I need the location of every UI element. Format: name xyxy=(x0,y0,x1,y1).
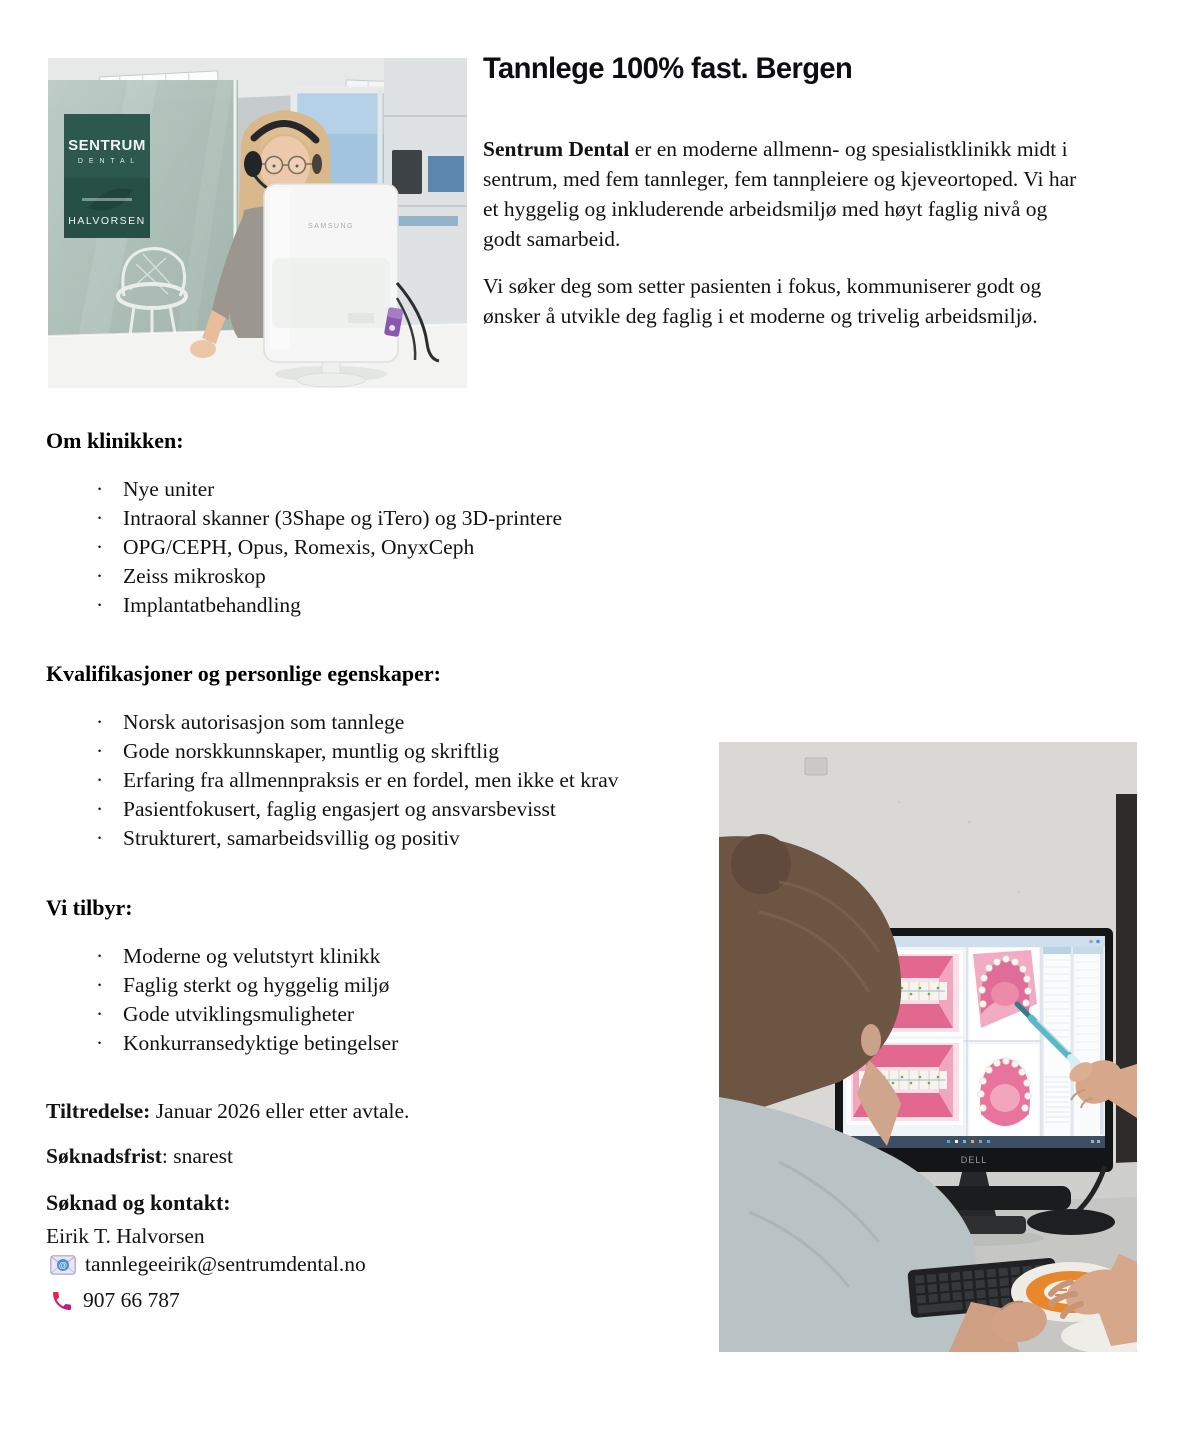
bullet-marker: · xyxy=(96,593,104,617)
intro-paragraph-1-rest: er en moderne allmenn- og spesialistklinikk midt i sentrum, med fem tannleger, fem tannpleiere og kjeveortoped. Vi har et hyggelig og inkluderende arbeidsmiljø med høyt faglig nivå og godt samarbeid. xyxy=(483,137,1077,251)
bullet-marker: · xyxy=(96,797,104,821)
bullet-marker: · xyxy=(96,768,104,792)
email-row xyxy=(50,1252,366,1277)
bullet-marker: · xyxy=(96,973,104,997)
bullet-text: Zeiss mikroskop xyxy=(123,564,266,588)
bullet-text: Norsk autorisasjon som tannlege xyxy=(123,710,405,734)
bullet-text: Gode utviklingsmuligheter xyxy=(123,1002,355,1026)
start-date-line xyxy=(46,1096,409,1126)
bullet-text: Faglig sterkt og hyggelig miljø xyxy=(123,973,390,997)
sign-text-halvorsen: HALVORSEN xyxy=(68,215,146,227)
at-glyph: @ xyxy=(58,1259,68,1270)
consult-photo-illustration xyxy=(719,742,1137,1352)
bullet-item xyxy=(46,475,686,504)
dark-door-frame xyxy=(1116,794,1137,1214)
section-heading: Kvalifikasjoner og personlige egenskaper: xyxy=(46,661,441,686)
bullet-text: Erfaring fra allmennpraksis er en fordel, men ikke et krav xyxy=(123,768,619,792)
bullet-marker: · xyxy=(96,710,104,734)
section-heading: Vi tilbyr: xyxy=(46,895,133,920)
bullet-item xyxy=(46,562,686,591)
bullet-marker: · xyxy=(96,477,104,501)
section-vi-tilbyr xyxy=(46,895,686,1058)
bullet-item xyxy=(46,708,686,737)
bullet-item xyxy=(46,504,686,533)
dental-scan-lower-arch xyxy=(969,1044,1039,1136)
phone-receiver-icon xyxy=(50,1289,74,1313)
bullet-text: Gode norskkunnskaper, muntlig og skriftlig xyxy=(123,739,499,763)
hand xyxy=(190,340,216,358)
deadline-label: Søknadsfrist xyxy=(46,1144,162,1168)
section-kvalifikasjoner xyxy=(46,661,686,853)
deadline-value: : snarest xyxy=(161,1144,233,1168)
bullet-text: Nye uniter xyxy=(123,477,215,501)
bullet-item xyxy=(46,824,686,853)
bullet-marker: · xyxy=(96,564,104,588)
bullet-item xyxy=(46,766,686,795)
intro-text xyxy=(483,134,1087,331)
bullet-item xyxy=(46,591,686,620)
bullet-marker: · xyxy=(96,1031,104,1055)
section-om-klinikken xyxy=(46,428,686,620)
bullet-marker: · xyxy=(96,535,104,559)
bullet-text: Moderne og velutstyrt klinikk xyxy=(123,944,381,968)
bullet-list xyxy=(46,708,686,853)
bullet-list xyxy=(46,475,686,620)
photo-reception-desk xyxy=(48,58,467,388)
clinic-name-bold: Sentrum Dental xyxy=(483,137,630,161)
phone-row xyxy=(50,1288,180,1313)
start-date-label: Tiltredelse: xyxy=(46,1099,151,1123)
contact-name: Eirik T. Halvorsen xyxy=(46,1224,205,1248)
ear xyxy=(861,1024,881,1056)
bullet-item xyxy=(46,533,686,562)
bullet-item xyxy=(46,737,686,766)
bullet-item xyxy=(46,795,686,824)
sign-text-sentrum: SENTRUM xyxy=(68,137,146,154)
light-switch xyxy=(805,758,827,775)
bullet-list xyxy=(46,942,686,1058)
bullet-item xyxy=(46,971,686,1000)
monitor-brand-label: DELL xyxy=(960,1155,988,1165)
bullet-marker: · xyxy=(96,1002,104,1026)
bullet-marker: · xyxy=(96,739,104,763)
clinic-sign xyxy=(64,114,150,238)
email-envelope-icon xyxy=(50,1255,76,1275)
deadline-line xyxy=(46,1141,233,1171)
bullet-text: OPG/CEPH, Opus, Romexis, OnyxCeph xyxy=(123,535,475,559)
sign-text-dental: D E N T A L xyxy=(77,158,137,165)
contact-heading: Søknad og kontakt: xyxy=(46,1190,231,1215)
reception-photo-illustration xyxy=(48,58,467,388)
bullet-text: Intraoral skanner (3Shape og iTero) og 3D-printere xyxy=(123,506,563,530)
bullet-item xyxy=(46,1000,686,1029)
bullet-marker: · xyxy=(96,944,104,968)
intro-paragraph-2: Vi søker deg som setter pasienten i fokus, kommuniserer godt og ønsker å utvikle deg faglig i et moderne og trivelig arbeidsmiljø. xyxy=(483,274,1042,328)
bullet-marker: · xyxy=(96,826,104,850)
email-address: tannlegeeirik@sentrumdental.no xyxy=(85,1252,366,1276)
bullet-marker: · xyxy=(96,506,104,530)
page-title: Tannlege 100% fast. Bergen xyxy=(483,52,853,85)
phone-number: 907 66 787 xyxy=(83,1288,180,1312)
bullet-text: Konkurransedyktige betingelser xyxy=(123,1031,399,1055)
start-date-value: Januar 2026 eller etter avtale. xyxy=(150,1099,410,1123)
photo-dentist-screen xyxy=(719,742,1137,1352)
coffee-machine xyxy=(392,150,422,194)
blue-folders xyxy=(428,156,464,192)
dental-scan-upper-arch xyxy=(969,948,1039,1040)
bullet-item xyxy=(46,942,686,971)
bullet-text: Implantatbehandling xyxy=(123,593,301,617)
section-heading: Om klinikken: xyxy=(46,428,184,453)
lamp-base xyxy=(1027,1209,1115,1235)
bullet-text: Pasientfokusert, faglig engasjert og ansvarsbevisst xyxy=(123,797,556,821)
bullet-item xyxy=(46,1029,686,1058)
intro-paragraph-1 xyxy=(483,134,1087,254)
monitor-brand-label: SAMSUNG xyxy=(308,223,354,230)
bullet-text: Strukturert, samarbeidsvillig og positiv xyxy=(123,826,460,850)
